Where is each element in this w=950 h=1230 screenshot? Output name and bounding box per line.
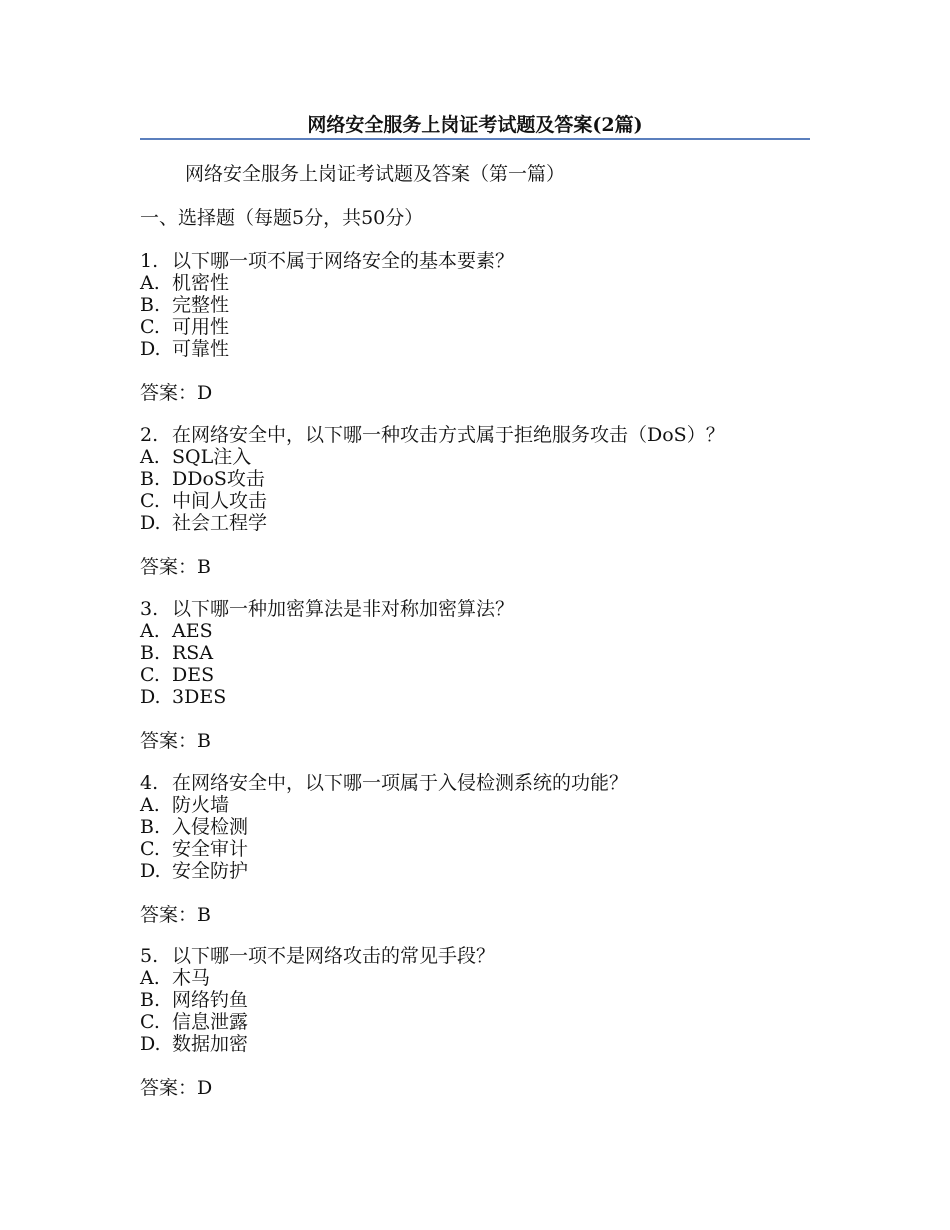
option-line: [140, 686, 514, 708]
option-line: [140, 468, 725, 490]
option-letter: D.: [140, 512, 161, 534]
question-text: 以下哪一种加密算法是非对称加密算法？: [172, 598, 515, 620]
option-line: [140, 794, 628, 816]
option-text: AES: [172, 620, 213, 642]
option-letter: D.: [140, 1033, 161, 1055]
option-text: RSA: [172, 642, 214, 664]
question-line: [140, 772, 628, 794]
option-letter: D.: [140, 338, 161, 360]
document-subtitle: 网络安全服务上岗证考试题及答案（第一篇）: [185, 163, 566, 185]
question-number: 5.: [140, 945, 159, 967]
option-letter: C.: [140, 316, 160, 338]
option-text: 信息泄露: [172, 1011, 249, 1033]
option-line: [140, 512, 725, 534]
question-block: [140, 598, 514, 752]
option-letter: D.: [140, 686, 161, 708]
option-line: [140, 967, 495, 989]
answer-line: 答案：D: [140, 382, 213, 404]
option-line: [140, 294, 514, 316]
option-text: 可用性: [172, 316, 230, 338]
option-line: [140, 664, 514, 686]
question-text: 在网络安全中，以下哪一种攻击方式属于拒绝服务攻击（DoS）？: [172, 424, 725, 446]
option-text: 3DES: [172, 686, 227, 708]
option-letter: C.: [140, 490, 160, 512]
option-letter: C.: [140, 838, 160, 860]
option-line: [140, 338, 514, 360]
question-line: [140, 945, 495, 967]
document-title: 网络安全服务上岗证考试题及答案(2篇): [307, 114, 643, 136]
option-letter: A.: [140, 967, 160, 989]
question-block: [140, 250, 514, 404]
option-line: [140, 316, 514, 338]
option-line: [140, 272, 514, 294]
option-text: 完整性: [172, 294, 230, 316]
question-block: [140, 772, 628, 926]
option-line: [140, 838, 628, 860]
option-text: 安全防护: [172, 860, 249, 882]
option-line: [140, 1033, 495, 1055]
option-letter: B.: [140, 989, 161, 1011]
option-letter: A.: [140, 272, 160, 294]
option-text: 中间人攻击: [172, 490, 268, 512]
option-line: [140, 490, 725, 512]
option-letter: A.: [140, 620, 160, 642]
question-line: [140, 250, 514, 272]
option-text: 安全审计: [172, 838, 249, 860]
option-text: 木马: [172, 967, 211, 989]
option-letter: B.: [140, 816, 161, 838]
section-heading: 一、选择题（每题5分，共50分）: [140, 207, 424, 229]
answer-line: 答案：B: [140, 556, 211, 578]
option-line: [140, 620, 514, 642]
question-line: [140, 598, 514, 620]
question-text: 以下哪一项不属于网络安全的基本要素？: [172, 250, 515, 272]
question-line: [140, 424, 725, 446]
answer-line: 答案：B: [140, 730, 211, 752]
title-underline: [140, 138, 810, 140]
question-number: 4.: [140, 772, 159, 794]
option-line: [140, 642, 514, 664]
question-number: 2.: [140, 424, 159, 446]
option-letter: B.: [140, 468, 161, 490]
option-text: DES: [172, 664, 215, 686]
option-letter: A.: [140, 794, 160, 816]
option-text: DDoS攻击: [172, 468, 265, 490]
option-text: 社会工程学: [172, 512, 268, 534]
question-number: 1.: [140, 250, 159, 272]
option-letter: B.: [140, 294, 161, 316]
question-text: 在网络安全中，以下哪一项属于入侵检测系统的功能？: [172, 772, 629, 794]
answer-line: 答案：D: [140, 1077, 213, 1099]
option-text: SQL注入: [172, 446, 252, 468]
answer-line: 答案：B: [140, 904, 211, 926]
option-line: [140, 1011, 495, 1033]
option-text: 数据加密: [172, 1033, 249, 1055]
option-letter: D.: [140, 860, 161, 882]
option-text: 机密性: [172, 272, 230, 294]
option-letter: C.: [140, 664, 160, 686]
question-number: 3.: [140, 598, 159, 620]
option-text: 网络钓鱼: [172, 989, 249, 1011]
option-text: 可靠性: [172, 338, 230, 360]
option-line: [140, 816, 628, 838]
option-text: 入侵检测: [172, 816, 249, 838]
option-letter: A.: [140, 446, 160, 468]
option-text: 防火墙: [172, 794, 230, 816]
option-line: [140, 989, 495, 1011]
option-letter: B.: [140, 642, 161, 664]
question-block: [140, 424, 725, 578]
option-line: [140, 860, 628, 882]
option-letter: C.: [140, 1011, 160, 1033]
question-text: 以下哪一项不是网络攻击的常见手段？: [172, 945, 496, 967]
option-line: [140, 446, 725, 468]
question-block: [140, 945, 495, 1099]
